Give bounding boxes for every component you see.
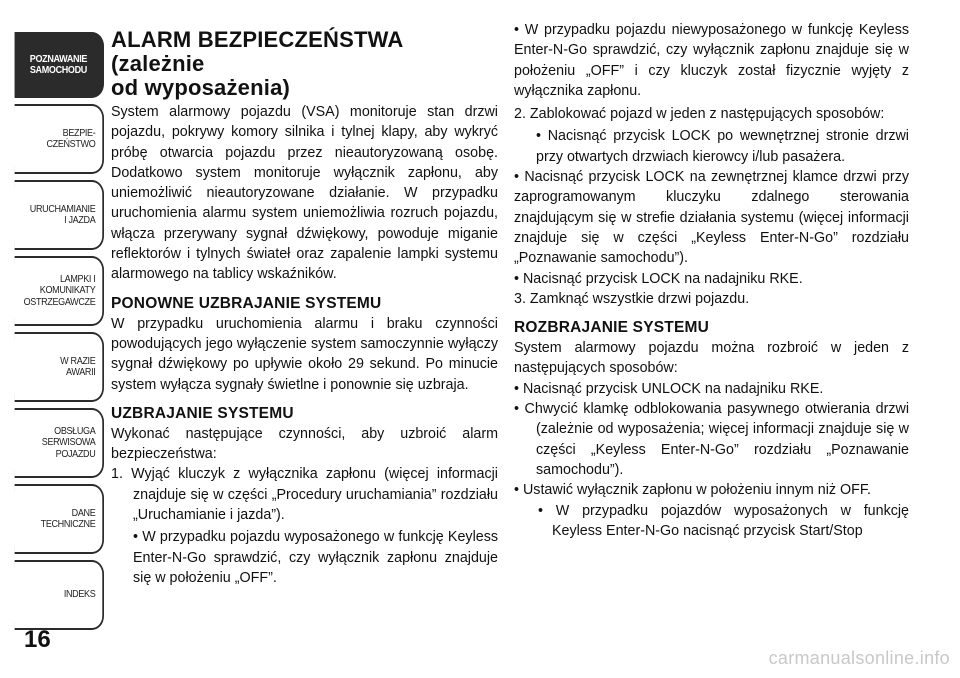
bullet-rke-lock: • Nacisnąć przycisk LOCK na nadajniku RKE. [514, 270, 803, 287]
tab-w-razie-awarii[interactable] [15, 332, 104, 402]
tab-label: I JAZDA [64, 214, 96, 226]
disarm-bullet-2: • Chwycić klamkę odblokowania pasywnego otwierania drzwi (zależnie od wyposażenia; więcej informacji znajduje się w części „Keyless Enter-N-Go” rozdziału „Poznawanie samochodu”). [514, 401, 909, 478]
tab-label: INDEKS [63, 588, 96, 601]
tab-uruchamianie-i-jazda[interactable] [15, 180, 104, 250]
tab-label: OSTRZEGAWCZE [23, 295, 96, 308]
rearm-paragraph: W przypadku uruchomienia alarmu i braku czynności powodujących jego wyłączenie system samoczynnie wyłączy sygnał dźwiękowy po upływie około 29 sekund. Po minucie system wyłącza sygnały świetlne i ponownie się uzbraja. [111, 315, 498, 393]
tab-label: DANE [71, 506, 96, 519]
tab-bezpieczenstwo[interactable] [15, 104, 104, 174]
disarm-bullet-3: • Ustawić wyłącznik zapłonu w położeniu innym niż OFF. [514, 482, 872, 499]
tab-label: CZEŃSTWO [46, 138, 96, 150]
disarm-bullet-1: • Nacisnąć przycisk UNLOCK na nadajniku RKE. [514, 380, 824, 397]
tab-label: KOMUNIKATY [39, 284, 96, 297]
right-column [514, 20, 909, 541]
tab-label: URUCHAMIANIE [29, 202, 96, 215]
arm-step-1-bullet: • W przypadku pojazdu wyposażonego w funkcję Keyless Enter-N-Go sprawdzić, czy wyłącznik zapłonu znajduje się w położeniu „OFF”. [133, 529, 498, 586]
section-title [111, 28, 498, 100]
tab-lampki-i-komunikaty[interactable] [15, 256, 104, 326]
arm-step-2-bullet: • Nacisnąć przycisk LOCK po wewnętrznej stronie drzwi przy otwartych drzwiach kierowcy i/lub pasażera. [536, 128, 909, 165]
bullet-no-keyless: • W przypadku pojazdu niewyposażonego w funkcję Keyless Enter-N-Go sprawdzić, czy wyłącznik zapłonu znajduje się w położeniu „OFF” i czy kluczyk został fizycznie wyjęty z wyłącznika zapłonu. [514, 22, 909, 99]
tab-label: POZNAWANIE [29, 52, 88, 65]
tab-label: POJAZDU [55, 447, 96, 460]
section-title-line2: od wyposażenia) [111, 75, 291, 100]
tab-label: SERWISOWA [41, 436, 96, 449]
section-title-line1: ALARM BEZPIECZEŃSTWA (zależnie [111, 27, 403, 76]
tab-label: SAMOCHODU [29, 64, 87, 76]
tab-label: LAMPKI I [60, 272, 96, 285]
disarm-bullet-3-sub: • W przypadku pojazdów wyposażonych w funkcję Keyless Enter-N-Go nacisnąć przycisk Start/Stop [538, 502, 909, 539]
arm-step-1: 1. Wyjąć kluczyk z wyłącznika zapłonu (więcej informacji znajduje się w części „Procedury uruchamiania” rozdziału „Uruchamianie i jazda”). [111, 466, 498, 524]
disarm-intro: System alarmowy pojazdu można rozbroić w jeden z następujących sposobów: [514, 340, 909, 377]
tab-dane-techniczne[interactable] [15, 484, 104, 554]
arm-step-2: 2. Zablokować pojazd w jeden z następujących sposobów: [514, 106, 885, 123]
bullet-outer-handle: • Nacisnąć przycisk LOCK na zewnętrznej klamce drzwi przy zaprogramowanym kluczyku zdalnego sterowania znajdującym się w strefie działania systemu (więcej informacji znajduje się w części „Keyless Enter-N-Go” rozdziału „Poznawanie samochodu”). [514, 169, 909, 267]
disarm-heading: ROZBRAJANIE SYSTEMU [514, 319, 709, 337]
tab-label: BEZPIE- [62, 126, 96, 139]
tab-label: AWARII [66, 366, 96, 378]
intro-paragraph: System alarmowy pojazdu (VSA) monitoruje stan drzwi pojazdu, pokrywy komory silnika i tylnej klapy, aby wykryć próbę otwarcia pojazdu przez nieautoryzowaną osobę. Dodatkowo system monitoruje wyłącznik zapłonu, aby uniemożliwić nieautoryzowane działanie. W przypadku uruchomienia alarmu system uniemożliwia rozruch pojazdu, włącza przerywany sygnał dźwiękowy, powoduje miganie reflektorów i tylnych świateł oraz zapalenie lampki systemu alarmowego na tablicy wskaźników. [111, 104, 498, 283]
left-column [111, 20, 498, 588]
arm-intro: Wykonać następujące czynności, aby uzbroić alarm bezpieczeństwa: [111, 425, 498, 463]
tab-poznawanie-samochodu[interactable] [15, 32, 104, 98]
watermark: carmanualsonline.info [768, 648, 950, 668]
arm-heading: UZBRAJANIE SYSTEMU [111, 404, 294, 422]
page-number: 16 [24, 626, 51, 653]
tab-indeks[interactable] [15, 560, 104, 630]
tab-obsluga-serwisowa[interactable] [15, 408, 104, 478]
tab-label: TECHNICZNE [40, 518, 96, 530]
tab-label: OBSŁUGA [54, 424, 96, 437]
rearm-heading: PONOWNE UZBRAJANIE SYSTEMU [111, 294, 382, 312]
tab-label: W RAZIE [60, 354, 96, 367]
arm-step-3: 3. Zamknąć wszystkie drzwi pojazdu. [514, 290, 750, 307]
